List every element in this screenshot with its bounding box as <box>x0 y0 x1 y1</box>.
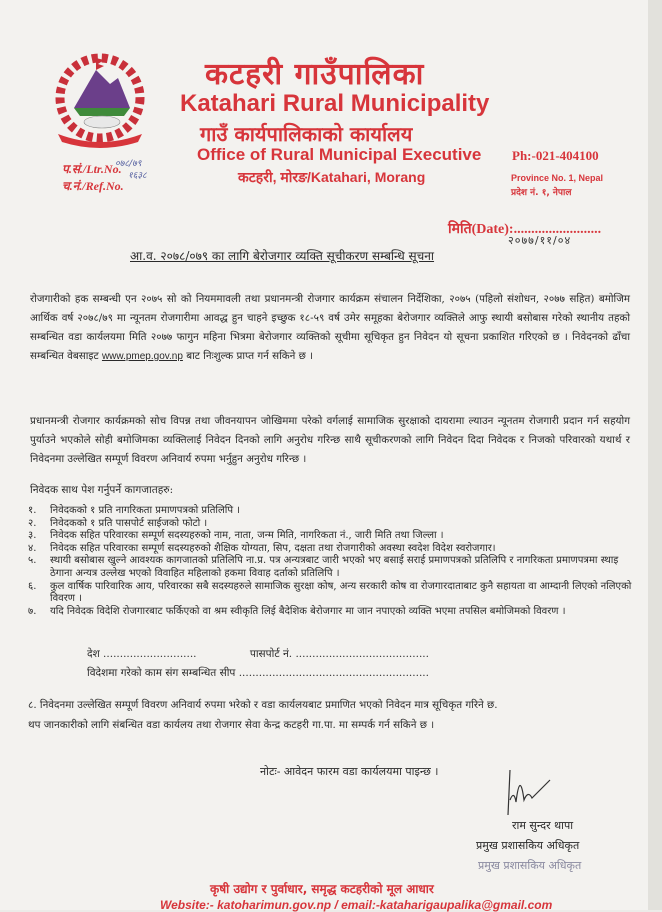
list-item-text: निवेदकको १ प्रति पासपोर्ट साईजको फोटो । <box>50 517 208 529</box>
reference-number-label: च.नं./Ref.No. <box>62 179 124 193</box>
list-item-number: १. <box>28 505 37 516</box>
footer-contact: Website:- katoharimun.gov.np / email:-kataharigaupalika@gmail.com <box>160 898 553 912</box>
letter-number-value: ०७८/७९ <box>115 159 142 169</box>
country-passport-row <box>87 647 487 661</box>
list-item <box>28 606 638 619</box>
list-item <box>28 555 638 580</box>
list-item-text: स्थायी बसोबास खुल्ने आवश्यक कागजातको प्रतिलिपि ना.प्र. पत्र अन्यत्रबाट जारी भएको भए बसाई सराई प्रमाणपत्रको प्रतिलिपि र नागरिकता प्रमाणपत्रमा स्थाइ ठेगाना अन्यत्र उल्लेख भएको विवाहित महिलाको हकमा विवाह दर्ताको प्रतिलिपि । <box>50 555 619 579</box>
signatory-stamp: प्रमुख प्रशासकिय अधिकृत <box>478 859 582 872</box>
passport-field: पासपोर्ट नं. ........................................ <box>249 648 429 660</box>
office-name-en: Office of Rural Municipal Executive <box>197 145 482 164</box>
reference-number-value: १६३८ <box>128 171 147 181</box>
paragraph-program: प्रधानमन्त्री रोजगार कार्यक्रमको सोच विपन्न तथा जीवनयापन जोखिममा परेको वर्गलाई सामाजिक सुरक्षाको दायरामा ल्याउन न्यूनतम रोजगारी प्रदान गर्न सहयोग पुर्याउने भएकोले सोही बमोजिमका व्यक्तिलाई निवेदन दिनको लागि अनुरोध गरिन्छ साथै सूचीकरणको लागि निवेदन दिदा निवेदक र निजको परिवारको यथार्थ र निवेदनमा उल्लेखित सम्पूर्ण विवरण अनिवार्य रुपमा भर्नुहुन अनुरोध गरिन्छ । <box>30 415 630 465</box>
office-address: कटहरी, मोरङ/Katahari, Morang <box>238 169 426 185</box>
list-item-text: यदि निवेदक विदेशि रोजगारबाट फर्किएको वा श्रम स्वीकृति लिई बैदेशिक बेरोजगार मा जान नपाएको व्यक्ति भएमा तपसिल बमोजिमको विवरण । <box>50 605 566 617</box>
scan-edge <box>648 0 662 910</box>
province-en: Province No. 1, Nepal <box>511 173 604 183</box>
footer-slogan: कृषी उद्योग र पुर्वाधार, समृद्ध कटहरीको मूल आधार <box>210 882 434 896</box>
documents-list <box>28 505 638 618</box>
province-np: प्रदेश नं. १, नेपाल <box>511 188 572 198</box>
signatory-title: प्रमुख प्रशासकिय अधिकृत <box>476 839 580 852</box>
list-item-text: निवेदक सहित परिवारका सम्पूर्ण सदस्यहरुको नाम, नाता, जन्म मिति, नागरिकता नं., जारी मिति तथा जिल्ला । <box>50 530 444 542</box>
paragraph-registration <box>30 290 630 366</box>
signatory-name: राम सुन्दर थापा <box>512 819 574 832</box>
notice-subject: आ.व. २०७८/०७९ का लागि बेरोजगार व्यक्ति सूचीकरण सम्बन्धि सूचना <box>130 249 435 263</box>
date-value: २०७७/११/०४ <box>508 234 572 247</box>
country-field: देश ............................ <box>87 648 197 660</box>
paragraph-registration-text: रोजगारीको हक सम्बन्धी एन २०७५ सो को नियममावली तथा प्रधानमन्त्री रोजगार कार्यक्रम संचालन निर्देशिका, २०७५ (पहिलो संशोधन, २०७७ सहित) बमोजिम आर्थिक वर्ष २०७८/७९ मा न्यूनतम रोजगारीमा आवद्ध हुन चाहने इच्छुक १८-५९ वर्ष उमेर समूहका बेरोजगार व्यक्तिले आफु स्थायी बसोबास गरेको स्थानीय तहको सम्बन्धित वडा कार्यलयमा मिति २०७७ फागुन महिना भित्रमा बेरोजगार व्यक्तिको सूचीमा सूचिकृत हुन निवेदन यो सूचना प्रकाशित गरिएको छ । निवेदनको ढाँचा सम्बन्धित वेबसाइट <box>30 293 630 362</box>
municipality-name-en: Katahari Rural Municipality <box>180 90 490 117</box>
documents-title: निवेदक साथ पेश गर्नुपर्ने कागजातहरु: <box>30 484 174 496</box>
list-item-text: कुल वार्षिक पारिवारिक आय, परिवारका सबै सदस्यहरुले सामाजिक सुरक्षा कोष, अन्य सरकारी कोष वा रोजगारदाताबाट कुनै सहायता वा आम्दानी लिएको नलिएको विवरण । <box>50 580 632 605</box>
paragraph-registration-tail: बाट निःशुल्क प्राप्त गर्न सकिने छ । <box>182 350 314 362</box>
list-item <box>28 543 638 556</box>
list-item <box>28 530 638 543</box>
letter-number-label: प.सं./Ltr.No. <box>62 162 122 176</box>
note: नोटः- आवेदन फारम वडा कार्यलयमा पाइन्छ । <box>260 765 439 778</box>
list-item-text: निवेदक सहित परिवारका सम्पूर्ण सदस्यहरुको शैक्षिक योग्यता, सिप, दक्षता तथा रोजगारीको अवस्था स्वदेश विदेश स्वरोजगार। <box>50 542 496 554</box>
list-item-number: ४. <box>28 542 37 554</box>
list-item-number: ३. <box>28 530 37 542</box>
list-item <box>28 518 638 531</box>
date-label: मिति(Date):......................... <box>448 222 602 237</box>
list-item-number: ५. <box>28 555 37 567</box>
list-item <box>28 505 638 518</box>
paragraph-final-line2: थप जानकारीको लागि संबन्धित वडा कार्यलय तथा रोजगार सेवा केन्द्र कटहरी गा.पा. मा सम्पर्क गर्न सकिने छ । <box>28 719 435 731</box>
paragraph-final <box>28 695 638 735</box>
list-item <box>28 581 638 606</box>
municipality-name-np: कटहरी गाउँपालिका <box>205 57 425 92</box>
office-name-np: गाउँ कार्यपालिकाको कार्यालय <box>200 122 413 146</box>
list-item-number: २. <box>28 517 37 529</box>
signature-icon <box>500 760 560 820</box>
nepal-emblem-icon <box>44 50 156 150</box>
list-item-number: ६. <box>28 580 37 592</box>
list-item-text: निवेदकको १ प्रति नागरिकता प्रमाणपत्रको प्रतिलिपि । <box>50 505 241 516</box>
pmep-website-link[interactable]: www.pmep.gov.np <box>101 351 183 362</box>
skill-field: विदेशमा गरेको काम संग सम्बन्धित सीप ......................................................... <box>87 667 429 679</box>
paragraph-final-line1: ८. निवेदनमा उल्लेखित सम्पूर्ण विवरण अनिवार्य रुपमा भरेको र वडा कार्यलयबाट प्रमाणित भएको निवेदन मात्र सूचिकृत गरिने छ. <box>28 699 498 711</box>
phone-number: Ph:-021-404100 <box>512 148 599 163</box>
list-item-number: ७. <box>28 605 37 617</box>
